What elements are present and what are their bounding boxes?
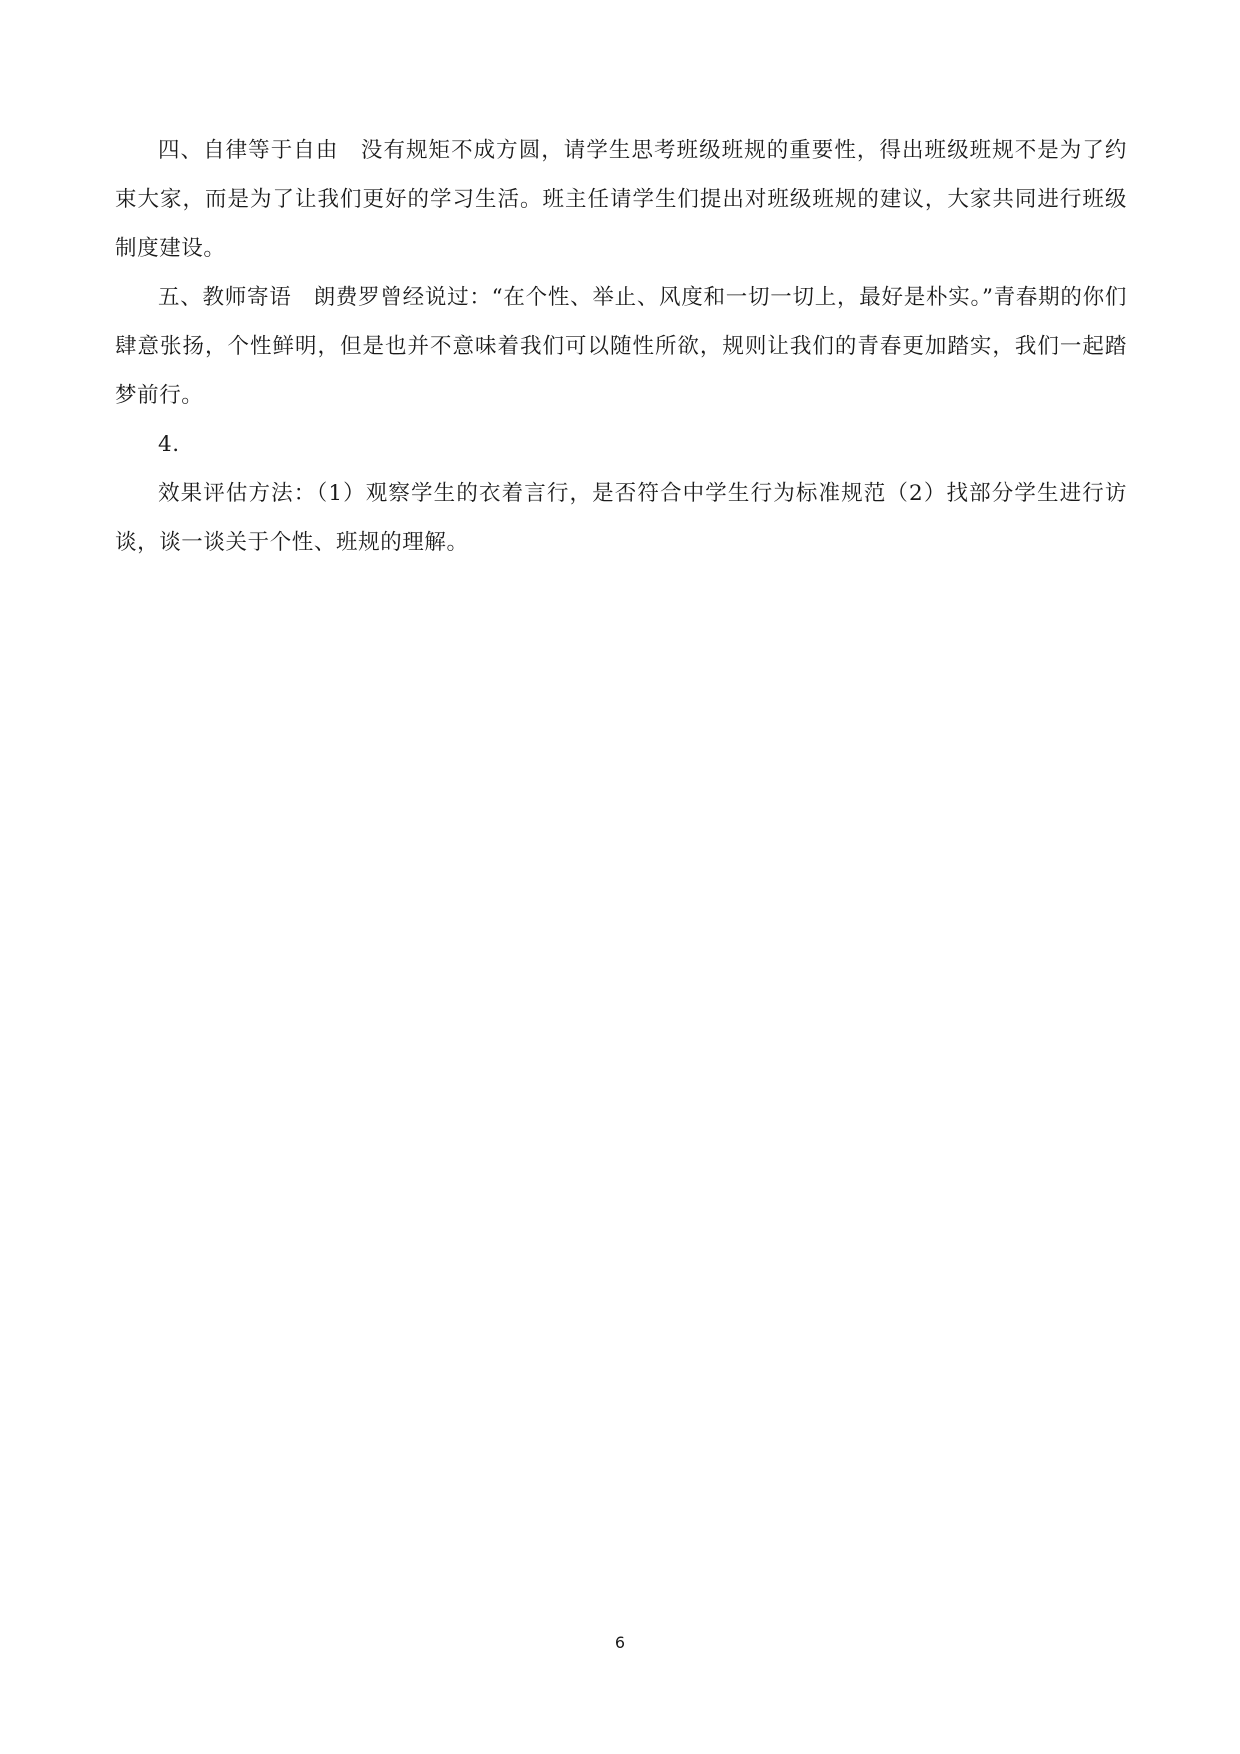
paragraph-self-discipline: 四、自律等于自由 没有规矩不成方圆，请学生思考班级班规的重要性，得出班级班规不是为了约束大家，而是为了让我们更好的学习生活。班主任请学生们提出对班级班规的建议，大家共同进行班级制度建设。 (115, 138, 1127, 261)
document-body (115, 126, 1127, 567)
paragraph-item-number: 4. (158, 432, 180, 457)
paragraph-evaluation-method: 效果评估方法：（1）观察学生的衣着言行，是否符合中学生行为标准规范（2）找部分学生进行访谈，谈一谈关于个性、班规的理解。 (115, 481, 1127, 555)
page-number: 6 (614, 1633, 626, 1652)
paragraph-teacher-message: 五、教师寄语 朗费罗曾经说过：“在个性、举止、风度和一切一切上，最好是朴实。”青春期的你们肆意张扬，个性鲜明，但是也并不意味着我们可以随性所欲，规则让我们的青春更加踏实，我们一起踏梦前行。 (115, 285, 1127, 408)
